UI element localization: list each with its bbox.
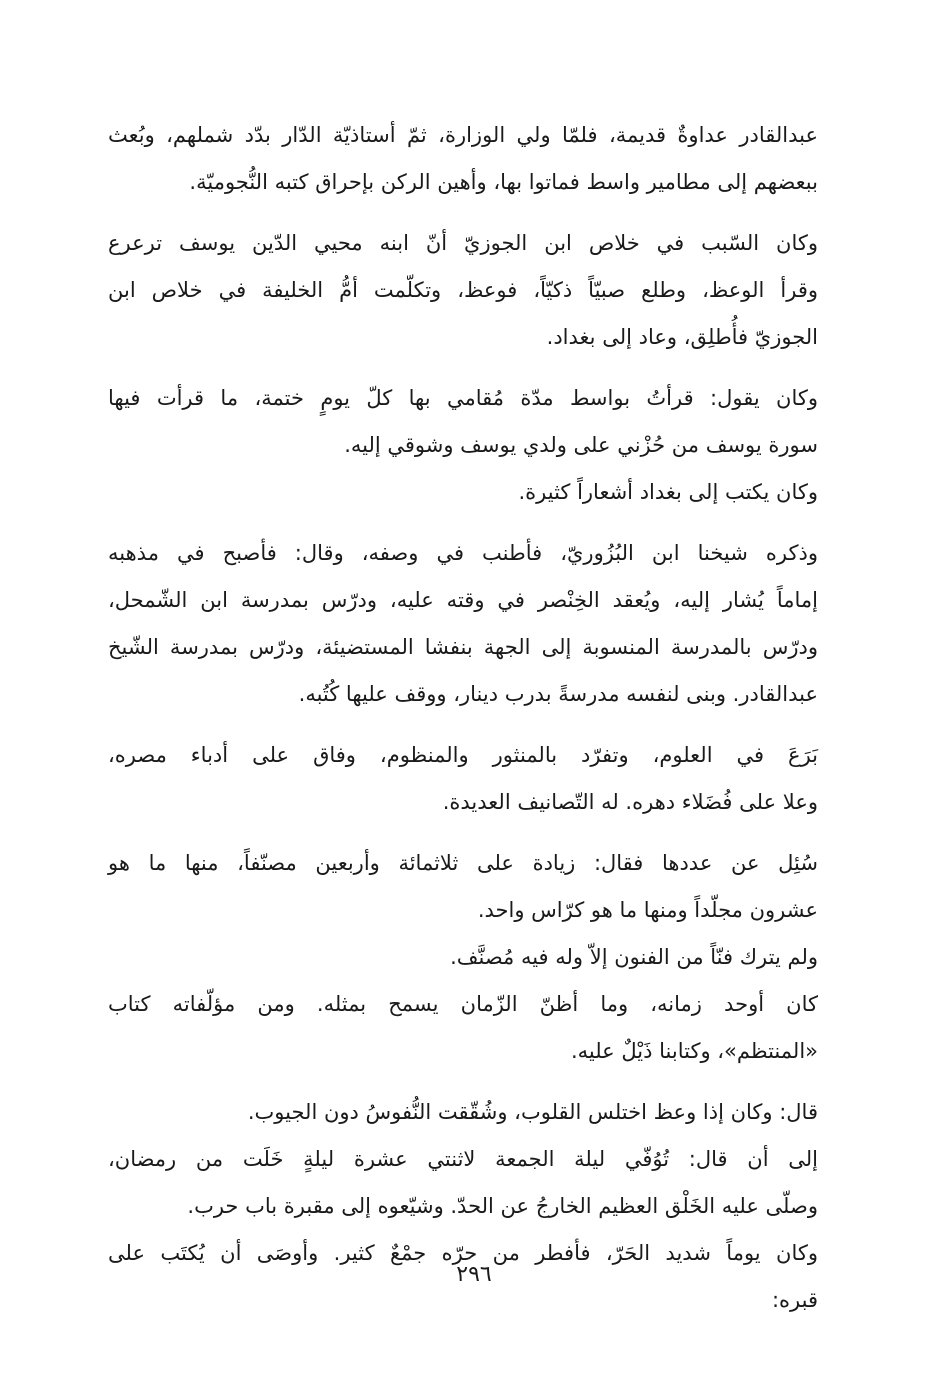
- paragraph: [108, 981, 818, 1075]
- paragraph: [108, 530, 818, 718]
- paragraph: [108, 1136, 818, 1230]
- text-line: ببعضهم إلى مطامير واسط فماتوا بها، وأهين الركن بإحراق كتبه النُّجوميّة.: [189, 170, 818, 194]
- page-number: ٢٩٦: [456, 1262, 492, 1287]
- paragraph: [108, 220, 818, 361]
- text-line: عشرون مجلّداً ومنها ما هو كرّاس واحد.: [477, 898, 818, 922]
- text-line: عبدالقادر عداوةٌ قديمة، فلمّا ولي الوزارة، ثمّ أستاذيّة الدّار بدّد شملهم، وبُعث: [108, 123, 818, 147]
- paragraph: [108, 112, 818, 206]
- text-line: ودرّس بالمدرسة المنسوبة إلى الجهة بنفشا المستضيئة، ودرّس بمدرسة الشّيخ: [108, 635, 818, 659]
- text-line: عبدالقادر. وبنى لنفسه مدرسةً بدرب دينار، ووقف عليها كُتُبه.: [298, 682, 818, 706]
- text-line: إماماً يُشار إليه، ويُعقد الخِنْصر في وقته عليه، ودرّس بمدرسة ابن الشّمحل،: [108, 588, 818, 612]
- paragraph: [108, 732, 818, 826]
- text-line: ولم يترك فنّاً من الفنون إلاّ وله فيه مُصنَّف.: [450, 945, 818, 969]
- text-line: كان أوحد زمانه، وما أظنّ الزّمان يسمح بمثله. ومن مؤلّفاته كتاب: [108, 992, 818, 1016]
- text-line: سورة يوسف من حُزْني على ولدي يوسف وشوقي إليه.: [344, 433, 818, 457]
- paragraph: [108, 1089, 818, 1136]
- text-line: وذكره شيخنا ابن البُزُوريّ، فأطنب في وصفه، وقال: فأصبح في مذهبه: [108, 541, 818, 565]
- text-line: وقرأ الوعظ، وطلع صبيّاً ذكيّاً، فوعظ، وتكلّمت أمُّ الخليفة في خلاص ابن: [108, 278, 818, 302]
- text-line: وكان يوماً شديد الحَرّ، فأفطر من حرّه جمْعٌ كثير. وأوصَى أن يُكتَب على: [108, 1241, 818, 1265]
- page-body: [108, 112, 818, 1338]
- paragraph: [108, 469, 818, 516]
- text-line: قال: وكان إذا وعظ اختلس القلوب، وشُقّقت النُّفوسُ دون الجيوب.: [247, 1100, 818, 1124]
- paragraph: [108, 840, 818, 934]
- text-line: «المنتظم»، وكتابنا ذَيْلٌ عليه.: [570, 1039, 818, 1063]
- text-line: قبره:: [771, 1288, 818, 1312]
- text-line: إلى أن قال: تُوُفّي ليلة الجمعة لاثنتي عشرة ليلةٍ خَلَت من رمضان،: [108, 1147, 818, 1171]
- text-line: وكان يكتب إلى بغداد أشعاراً كثيرة.: [518, 480, 818, 504]
- text-line: وصلّى عليه الخَلْق العظيم الخارجُ عن الحدّ. وشيّعوه إلى مقبرة باب حرب.: [187, 1194, 818, 1218]
- text-line: سُئِل عن عددها فقال: زيادة على ثلاثمائة وأربعين مصنّفاً، منها ما هو: [108, 851, 818, 875]
- text-line: الجوزيّ فأُطلِق، وعاد إلى بغداد.: [546, 325, 818, 349]
- paragraph: [108, 934, 818, 981]
- text-line: وكان يقول: قرأتُ بواسط مدّة مُقامي بها كلّ يومٍ ختمة، ما قرأت فيها: [108, 386, 818, 410]
- paragraph: [108, 375, 818, 469]
- text-line: وكان السّبب في خلاص ابن الجوزيّ أنّ ابنه محيي الدّين يوسف ترعرع: [108, 231, 818, 255]
- text-line: بَرَعَ في العلوم، وتفرّد بالمنثور والمنظوم، وفاق على أدباء مصره،: [108, 743, 818, 767]
- text-line: وعلا على فُضَلاء دهره. له التّصانيف العديدة.: [442, 790, 818, 814]
